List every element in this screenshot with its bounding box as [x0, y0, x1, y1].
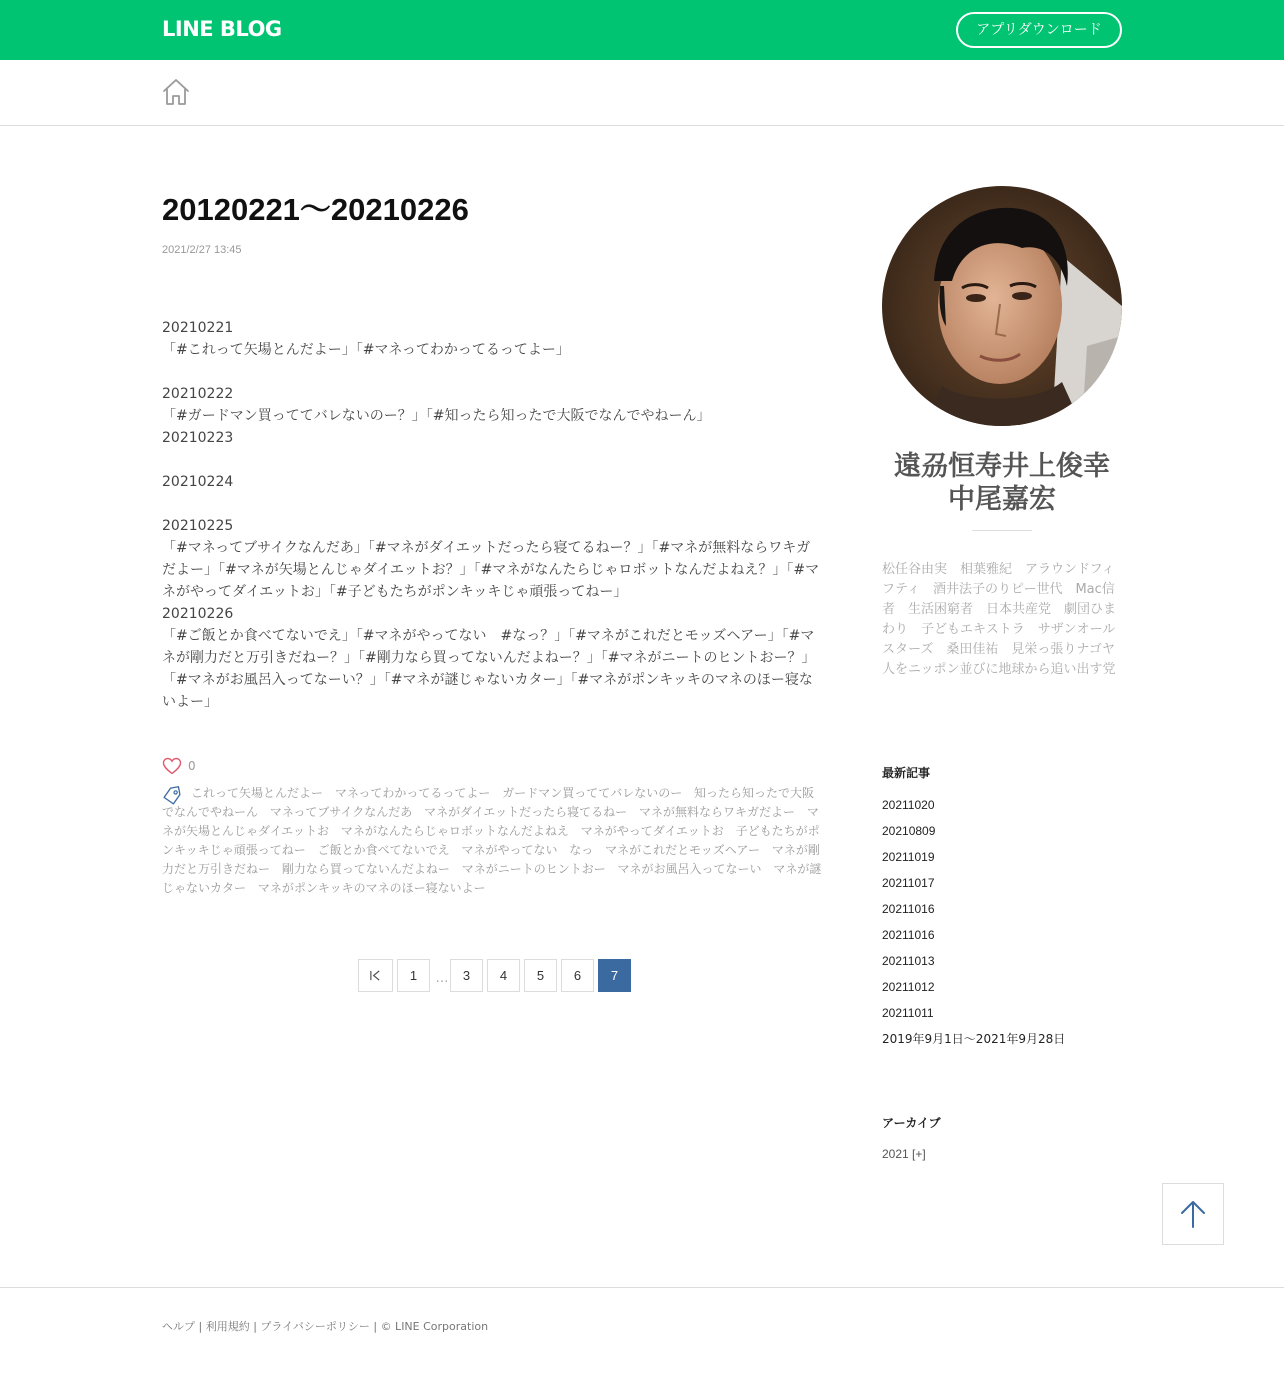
tag-link[interactable]: マネってわかってるってよー	[334, 786, 491, 800]
article-paragraph: 「#マネってブサイクなんだあ」「#マネがダイエットだったら寝てるねー？」「#マネが無料ならワキガだよー」「#マネが矢場とんじゃダイエットお？」「#マネがなんたらじゃロボットなんだよねえ？」「#マネがやってダイエットお」「#子どもたちがポンキッキじゃ頑張ってねー」	[162, 540, 820, 600]
footer-links	[162, 1318, 488, 1334]
tag-link[interactable]: 子どもたちがポンキッキじゃ頑張ってねー	[162, 824, 820, 857]
first-page-button[interactable]	[358, 959, 393, 992]
author-name[interactable]: 遠刕恒寿井上俊幸中尾嘉宏	[894, 451, 1110, 515]
footer-help-link[interactable]: ヘルプ	[162, 1320, 195, 1333]
app-download-button[interactable]: アプリダウンロード	[956, 12, 1122, 48]
like-count: 0	[188, 759, 196, 773]
scroll-to-top-button[interactable]	[1162, 1183, 1224, 1245]
tag-link[interactable]: マネが剛力だと万引きだねー	[162, 843, 820, 876]
article-paragraph: 「#ご飯とか食べてないでえ」「#マネがやってない #なっ？」「#マネがこれだとモッズヘアー」「#マネが剛力だと万引きだねー？」「#剛力なら買ってないんだよねー？」「#マネがニートのヒントおー？」「#マネがお風呂入ってなーい？」「#マネが謎じゃないカター」「#マネがポンキッキのマネのほー寝ないよー」	[162, 628, 816, 710]
page-1-button[interactable]: 1	[397, 959, 430, 992]
recent-post-link[interactable]: 20211019	[882, 850, 935, 864]
recent-post-link[interactable]: 20211016	[882, 902, 935, 916]
article-paragraph: 20210226	[162, 606, 234, 622]
page-4-button[interactable]: 4	[487, 959, 520, 992]
footer-separator: |	[195, 1320, 206, 1333]
footer-separator: |	[249, 1320, 261, 1333]
tag-icon	[162, 786, 182, 806]
tag-link[interactable]: マネがポンキッキのマネのほー寝ないよー	[257, 881, 486, 895]
top-bar	[0, 0, 1284, 60]
article-paragraph: 「#ガードマン買っててバレないのー？」「#知ったら知ったで大阪でなんでやねーん」	[162, 408, 711, 424]
archive-heading: アーカイブ	[882, 1116, 941, 1130]
article-body	[162, 317, 822, 713]
recent-post-link[interactable]: 20211013	[882, 954, 935, 968]
page-7-button[interactable]: 7	[598, 959, 631, 992]
tag-link[interactable]: 剛力なら買ってないんだよねー	[281, 862, 450, 876]
tag-link[interactable]: マネがやってない	[461, 843, 558, 857]
tag-link[interactable]: なっ	[569, 843, 594, 857]
archive-item-2021[interactable]: 2021 [+]	[882, 1147, 926, 1161]
footer	[0, 1287, 1284, 1391]
tag-link[interactable]: マネがこれだとモッズヘアー	[605, 843, 761, 857]
recent-post-link[interactable]: 2019年9月1日〜2021年9月28日	[882, 1032, 1066, 1046]
line-blog-logo[interactable]: LINE BLOG	[162, 17, 282, 41]
author-description: 松任谷由実 相葉雅紀 アラウンドフィフティ 酒井法子のりピー世代 Mac信者 生活困窮者 日本共産党 劇団ひまわり 子どもエキストラ サザンオールスターズ 桑田佳祐 見栄っ張りナゴヤ人をニッポン並びに地球から追い出す党	[882, 562, 1117, 677]
page-3-button[interactable]: 3	[450, 959, 483, 992]
footer-copyright: © LINE Corporation	[380, 1320, 489, 1333]
recent-post-link[interactable]: 20211016	[882, 928, 935, 942]
tag-link[interactable]: マネがやってダイエットお	[580, 824, 724, 838]
author-avatar[interactable]	[882, 186, 1122, 426]
tag-link[interactable]: ご飯とか食べてないでえ	[317, 843, 450, 857]
page-5-button[interactable]: 5	[524, 959, 557, 992]
tag-link[interactable]: マネが謎じゃないカター	[162, 862, 822, 895]
recent-posts-heading: 最新記事	[882, 766, 931, 780]
first-page-icon	[369, 969, 382, 982]
heart-icon	[162, 757, 182, 775]
recent-post-link[interactable]: 20211011	[882, 1006, 934, 1020]
tag-list	[162, 784, 824, 898]
tag-link[interactable]: マネがダイエットだったら寝てるねー	[424, 805, 628, 819]
tag-link[interactable]: マネが無料ならワキガだよー	[639, 805, 796, 819]
tag-link[interactable]: これって矢場とんだよー	[191, 786, 324, 800]
tag-link[interactable]: マネがお風呂入ってなーい	[617, 862, 762, 876]
page-6-button[interactable]: 6	[561, 959, 594, 992]
tag-link[interactable]: マネがなんたらじゃロボットなんだよねえ	[340, 824, 569, 838]
recent-post-link[interactable]: 20211020	[882, 798, 935, 812]
pager-ellipsis: …	[435, 971, 449, 986]
article-paragraph: 20210225	[162, 518, 234, 534]
paragraph-spacer	[162, 361, 822, 383]
tag-link[interactable]: ガードマン買っててバレないのー	[502, 786, 683, 800]
arrow-up-icon	[1178, 1199, 1208, 1229]
tag-link[interactable]: マネがニートのヒントおー	[461, 862, 606, 876]
article-paragraph: 20210224	[162, 474, 234, 490]
like-button[interactable]	[162, 756, 196, 776]
article-date: 2021/2/27 13:45	[162, 244, 242, 256]
recent-post-link[interactable]: 20210809	[882, 824, 936, 838]
tag-link[interactable]: 知ったら知ったで大阪でなんでやねーん	[162, 786, 815, 819]
footer-separator: |	[369, 1320, 381, 1333]
article-paragraph: 「#これって矢場とんだよー」「#マネってわかってるってよー」	[162, 342, 570, 358]
home-icon[interactable]	[161, 77, 191, 107]
nav-bar	[0, 60, 1284, 126]
pagination	[358, 959, 635, 992]
article-paragraph: 20210221	[162, 320, 234, 336]
tag-section	[162, 784, 824, 898]
article-paragraph: 20210222	[162, 386, 234, 402]
recent-post-link[interactable]: 20211012	[882, 980, 935, 994]
recent-post-link[interactable]: 20211017	[882, 876, 935, 890]
article-paragraph: 20210223	[162, 430, 234, 446]
footer-privacy-link[interactable]: プライバシーポリシー	[260, 1320, 370, 1333]
footer-terms-link[interactable]: 利用規約	[205, 1320, 250, 1333]
tag-link[interactable]: マネが矢場とんじゃダイエットお	[162, 805, 819, 838]
recent-posts-list	[882, 792, 1122, 1052]
paragraph-spacer	[162, 493, 822, 515]
paragraph-spacer	[162, 449, 822, 471]
article-title: 20120221〜20210226	[162, 192, 469, 227]
author-divider	[972, 530, 1032, 531]
tag-link[interactable]: マネってブサイクなんだあ	[269, 805, 413, 819]
